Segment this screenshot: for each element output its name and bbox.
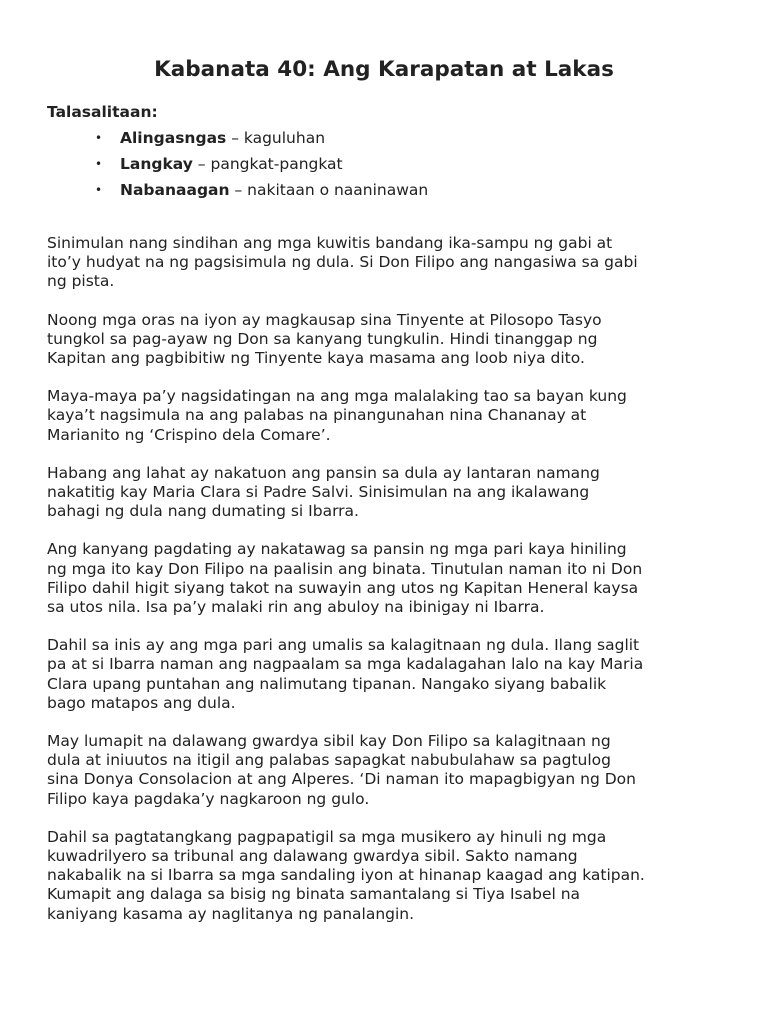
vocabulary-definition: nakitaan o naaninawan [247, 181, 429, 199]
vocabulary-separator: – [192, 155, 211, 173]
vocabulary-entry [120, 128, 325, 148]
vocabulary-separator: – [226, 129, 244, 147]
vocabulary-heading: Talasalitaan: [47, 103, 158, 121]
paragraph: Sinimulan nang sindihan ang mga kuwitis bandang ika-sampu ng gabi at ito’y hudyat na ng pagsisimula ng dula. Si Don Filipo ang nangasiwa sa gabi ng pista. [47, 234, 638, 291]
vocabulary-definition: kaguluhan [243, 129, 326, 147]
vocabulary-entry [120, 180, 428, 200]
vocabulary-entry [120, 154, 343, 174]
vocabulary-term: Langkay [120, 155, 193, 173]
bullet-icon: • [95, 183, 103, 197]
page-title: Kabanata 40: Ang Karapatan at Lakas [154, 57, 614, 83]
bullet-icon: • [95, 157, 103, 171]
vocabulary-definition: pangkat-pangkat [210, 155, 343, 173]
paragraph: May lumapit na dalawang gwardya sibil kay Don Filipo sa kalagitnaan ng dula at iniuutos na itigil ang palabas sapagkat nabubulahaw sa pagtulog sina Donya Consolacion at ang Alperes. ‘Di naman ito mapagbigyan ng Don Filipo kaya pagdaka’y nagkaroon ng gulo. [47, 732, 636, 808]
paragraph: Dahil sa inis ay ang mga pari ang umalis sa kalagitnaan ng dula. Ilang saglit pa at si Ibarra naman ang nagpaalam sa mga kadalagahan lalo na kay Maria Clara upang puntahan ang nalimutang tipanan. Nangako siyang babalik bago matapos ang dula. [47, 636, 644, 712]
bullet-icon: • [95, 131, 103, 145]
paragraph: Maya-maya pa’y nagsidatingan na ang mga malalaking tao sa bayan kung kaya’t nagsimula na ang palabas na pinangunahan nina Chananay at Marianito ng ‘Crispino dela Comare’. [47, 387, 627, 444]
paragraph: Dahil sa pagtatangkang pagpapatigil sa mga musikero ay hinuli ng mga kuwadrilyero sa tribunal ang dalawang gwardya sibil. Sakto namang nakabalik na si Ibarra sa mga sandaling iyon at hinanap kaagad ang katipan. Kumapit ang dalaga sa bisig ng binata samantalang si Tiya Isabel na kaniyang kasama ay naglitanya ng panalangin. [47, 827, 645, 923]
paragraph: Ang kanyang pagdating ay nakatawag sa pansin ng mga pari kaya hiniling ng mga ito kay Don Filipo na paalisin ang binata. Tinutulan naman ito ni Don Filipo dahil higit siyang takot na suwayin ang utos ng Kapitan Heneral kaysa sa utos nila. Isa pa’y malaki rin ang abuloy na ibinigay ni Ibarra. [47, 540, 643, 617]
paragraph: Habang ang lahat ay nakatuon ang pansin sa dula ay lantaran namang nakatitig kay Maria Clara si Padre Salvi. Sinisimulan na ang ikalawang bahagi ng dula nang dumating si Ibarra. [47, 463, 600, 521]
body-text [47, 234, 737, 943]
vocabulary-term: Alingasngas [120, 129, 227, 147]
vocabulary-separator: – [229, 181, 248, 199]
paragraph: Noong mga oras na iyon ay magkausap sina Tinyente at Pilosopo Tasyo tungkol sa pag-ayaw ng Don sa kanyang tungkulin. Hindi tinanggap ng Kapitan ang pagbibitiw ng Tinyente kaya masama ang loob niya dito. [47, 310, 602, 368]
vocabulary-term: Nabanaagan [120, 181, 230, 199]
